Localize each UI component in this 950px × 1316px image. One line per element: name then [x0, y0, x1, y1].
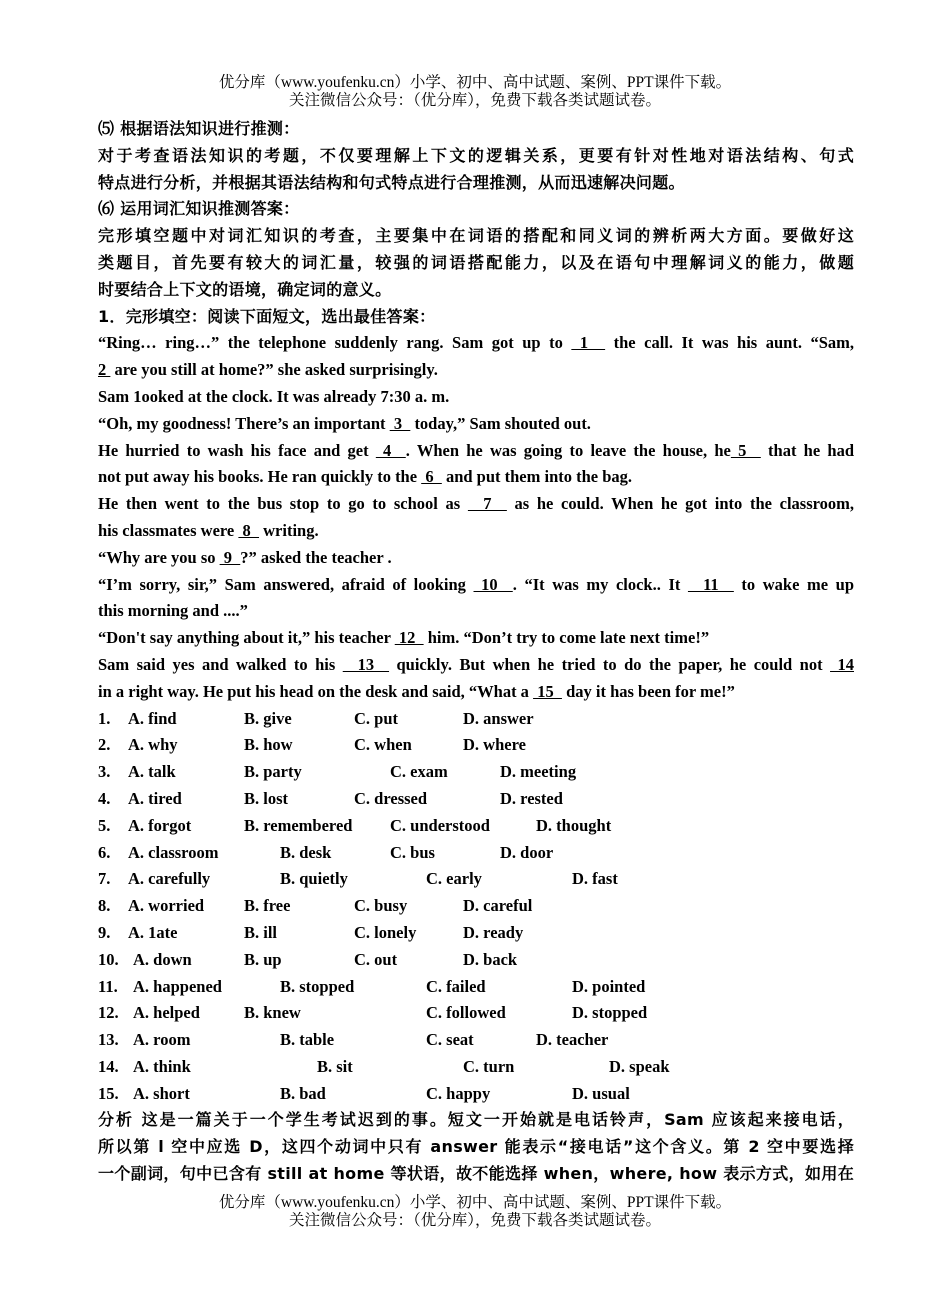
passage-line: this morning and ....”: [98, 601, 248, 621]
blank-5: 5: [730, 440, 761, 460]
passage-line: He then went to the bus stop to go to school as 7 as he could. When he got into the classroom,: [98, 494, 855, 514]
page-footer: [0, 1194, 950, 1230]
blank-9: 9: [219, 547, 241, 567]
option-row: 10. A. down B. up C. out D. back: [98, 949, 518, 969]
option-row: 13. A. room B. table C. seat D. teacher: [98, 1030, 609, 1050]
option-row: 5. A. forgot B. remembered C. understood D. thought: [98, 815, 612, 835]
paragraph-vocab-line: 类题目，首先要有较大的词汇量，较强的词语搭配能力，以及在语句中理解词义的能力，做题: [98, 252, 854, 272]
analysis-line: 所以第 l 空中应选 D，这四个动词中只有 answer 能表示“接电话”这个含义。第 2 空中要选择: [98, 1137, 854, 1157]
blank-8: 8: [238, 520, 260, 540]
footer-line-1: 优分库（www.youfenku.cn）小学、初中、高中试题、案例、PPT课件下载。: [218, 1194, 732, 1211]
blank-2: 2: [98, 360, 111, 380]
option-row: 15. A. short B. bad C. happy D. usual: [98, 1083, 630, 1103]
blank-4: 4: [375, 440, 406, 460]
analysis-line: 分析 这是一篇关于一个学生考试迟到的事。短文一开始就是电话铃声，Sam 应该起来接电话，: [98, 1110, 854, 1130]
passage-line: “Oh, my goodness! There’s an important 3 today,” Sam shouted out.: [98, 413, 591, 433]
header-line-2: 关注微信公众号：（优分库），免费下载各类试题试卷。: [288, 92, 661, 109]
option-row: 2. A. why B. how C. when D. where: [98, 735, 526, 755]
heading-grammar-inference: ⑸ 根据语法知识进行推测：: [98, 119, 300, 138]
paragraph-vocab-line: 时要结合上下文的语境，确定词的意义。: [98, 279, 392, 299]
option-row: 11. A. happened B. stopped C. failed D. pointed: [98, 976, 646, 996]
passage-line: in a right way. He put his head on the desk and said, “What a 15 day it has been for me!”: [98, 681, 735, 701]
passage-line: “Don't say anything about it,” his teacher 12 him. “Don’t try to come late next time!”: [98, 628, 710, 648]
option-row: 8. A. worried B. free C. busy D. careful: [98, 896, 533, 916]
passage-line: his classmates were 8 writing.: [98, 520, 319, 540]
blank-13: 13: [342, 654, 390, 674]
passage-line: not put away his books. He ran quickly to the 6 and put them into the bag.: [98, 467, 633, 487]
passage-line: He hurried to wash his face and get 4 . When he was going to leave the house, he 5 that he had: [98, 440, 855, 460]
blank-11: 11: [687, 574, 734, 594]
blank-10: 10: [473, 574, 513, 594]
blank-14: 14: [830, 654, 854, 674]
question-title: 1．完形填空：阅读下面短文，选出最佳答案：: [98, 306, 436, 326]
option-row: 9. A. 1ate B. ill C. lonely D. ready: [98, 922, 524, 942]
blank-3: 3: [389, 413, 411, 433]
passage-line: Sam 1ooked at the clock. It was already 7:30 a. m.: [98, 386, 450, 406]
footer-line-2: 关注微信公众号：（优分库），免费下载各类试题试卷。: [288, 1212, 661, 1229]
option-row: 3. A. talk B. party C. exam D. meeting: [98, 762, 577, 782]
document-body: [98, 116, 854, 1188]
passage-line: “I’m sorry, sir,” Sam answered, afraid of looking 10 . “It was my clock.. It 11 to wake me up: [98, 574, 854, 594]
blank-12: 12: [394, 628, 424, 648]
page-header: [0, 74, 950, 110]
option-row: 12. A. helped B. knew C. followed D. stopped: [98, 1003, 648, 1023]
option-row: 6. A. classroom B. desk C. bus D. door: [98, 842, 554, 862]
passage-line: “Why are you so 9 ?” asked the teacher .: [98, 547, 392, 567]
passage-line: Sam said yes and walked to his 13 quickly. But when he tried to do the paper, he could not 14: [98, 654, 854, 674]
header-line-1: 优分库（www.youfenku.cn）小学、初中、高中试题、案例、PPT课件下载。: [218, 74, 732, 91]
blank-7: 7: [467, 494, 507, 514]
paragraph-vocab-line: 完形填空题中对词汇知识的考查，主要集中在词语的搭配和同义词的辨析两大方面。要做好这: [98, 226, 854, 246]
paragraph-grammar-line: 特点进行分析，并根据其语法结构和句式特点进行合理推测，从而迅速解决问题。: [98, 172, 685, 192]
blank-15: 15: [533, 681, 562, 701]
blank-1: 1: [571, 333, 606, 353]
option-row: 7. A. carefully B. quietly C. early D. fast: [98, 869, 618, 889]
option-row: 1. A. find B. give C. put D. answer: [98, 708, 534, 728]
passage-line: 2 are you still at home?” she asked surprisingly.: [98, 360, 438, 380]
passage-line: “Ring… ring…” the telephone suddenly rang. Sam got up to 1 the call. It was his aunt. “Sam,: [98, 333, 854, 353]
options-list: [98, 706, 854, 1108]
heading-vocabulary-inference: ⑹ 运用词汇知识推测答案：: [98, 199, 300, 219]
blank-6: 6: [421, 467, 442, 487]
option-row: 14. A. think B. sit C. turn D. speak: [98, 1056, 670, 1076]
paragraph-grammar-line: 对于考查语法知识的考题，不仅要理解上下文的逻辑关系，更要有针对性地对语法结构、句式: [98, 145, 854, 165]
analysis-line: 一个副词，句中已含有 still at home 等状语，故不能选择 when，where, how 表示方式，如用在: [98, 1164, 854, 1184]
option-row: 4. A. tired B. lost C. dressed D. rested: [98, 788, 563, 808]
